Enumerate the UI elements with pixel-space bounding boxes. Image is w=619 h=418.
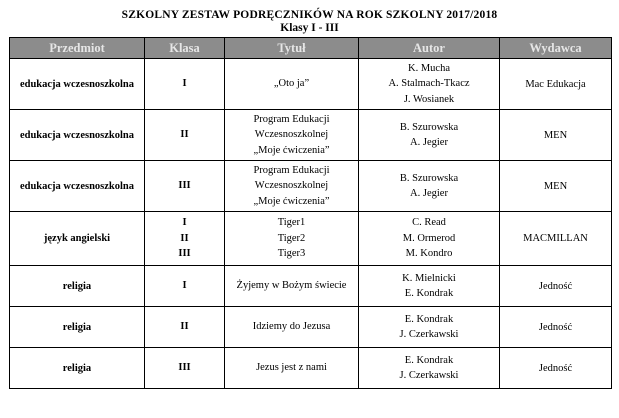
table-row xyxy=(10,266,612,307)
author-line: M. Ormerod xyxy=(402,232,456,244)
grade-line: II xyxy=(180,232,189,244)
grade-line: II xyxy=(180,129,189,141)
grade-cell xyxy=(145,59,225,110)
publisher-cell: Mac Edukacja xyxy=(500,59,612,110)
title-line: Program Edukacji xyxy=(253,113,330,125)
publisher-cell: MEN xyxy=(500,161,612,212)
title-line: Tiger1 xyxy=(277,217,306,229)
grade-cell xyxy=(145,161,225,212)
table-row xyxy=(10,110,612,161)
author-cell xyxy=(359,59,500,110)
table-header-row xyxy=(10,38,612,59)
author-line: A. Stalmach-Tkacz xyxy=(388,78,470,90)
title-cell xyxy=(225,110,359,161)
title-line: Tiger3 xyxy=(277,248,306,260)
grade-line: I xyxy=(182,217,187,229)
title-cell xyxy=(225,161,359,212)
column-header-author: Autor xyxy=(359,38,500,59)
title-line: Wczesnoszkolnej xyxy=(254,180,329,192)
author-line: E. Kondrak xyxy=(404,313,454,325)
subject-cell: religia xyxy=(10,307,145,348)
author-cell xyxy=(359,110,500,161)
grade-cell xyxy=(145,110,225,161)
title-line: „Oto ja” xyxy=(273,78,310,90)
column-header-subject: Przedmiot xyxy=(10,38,145,59)
textbook-table xyxy=(9,37,612,389)
title-line: Idziemy do Jezusa xyxy=(252,321,331,333)
author-line: C. Read xyxy=(412,217,446,229)
author-cell xyxy=(359,266,500,307)
author-line: E. Kondrak xyxy=(404,354,454,366)
author-line: A. Jegier xyxy=(410,137,448,148)
author-line: M. Kondro xyxy=(405,248,453,260)
author-line: B. Szurowska xyxy=(399,172,459,184)
grade-line: I xyxy=(182,78,187,90)
subject-cell: edukacja wczesnoszkolna xyxy=(10,59,145,110)
grade-cell xyxy=(145,307,225,348)
author-line: E. Kondrak xyxy=(404,288,454,299)
title-line: Jezus jest z nami xyxy=(256,362,327,374)
column-header-publisher: Wydawca xyxy=(500,38,612,59)
title-cell xyxy=(225,266,359,307)
title-line: „Moje ćwiczenia” xyxy=(253,144,330,156)
author-cell xyxy=(359,307,500,348)
author-line: K. Mielnicki xyxy=(402,272,456,284)
document-subtitle: Klasy I - III xyxy=(280,22,339,34)
author-line: K. Mucha xyxy=(408,62,450,74)
subject-cell: edukacja wczesnoszkolna xyxy=(10,110,145,161)
grade-cell xyxy=(145,348,225,389)
grade-cell xyxy=(145,212,225,266)
author-cell xyxy=(359,161,500,212)
author-line: J. Czerkawski xyxy=(399,370,459,381)
grade-line: I xyxy=(182,280,187,292)
table-row xyxy=(10,212,612,266)
grade-line: III xyxy=(178,180,191,192)
author-cell xyxy=(359,348,500,389)
subject-cell: religia xyxy=(10,348,145,389)
publisher-cell: Jedność xyxy=(500,266,612,307)
title-line: Tiger2 xyxy=(277,232,306,244)
author-line: J. Czerkawski xyxy=(399,329,459,340)
column-header-title: Tytuł xyxy=(225,38,359,59)
publisher-cell: MACMILLAN xyxy=(500,212,612,266)
title-line: Żyjemy w Bożym świecie xyxy=(236,280,347,292)
grade-line: III xyxy=(178,362,191,374)
table-row xyxy=(10,307,612,348)
title-cell xyxy=(225,59,359,110)
table-row xyxy=(10,348,612,389)
subject-cell: język angielski xyxy=(10,212,145,266)
table-row xyxy=(10,161,612,212)
title-cell xyxy=(225,348,359,389)
title-line: Program Edukacji xyxy=(253,164,330,176)
column-header-grade: Klasa xyxy=(145,38,225,59)
author-cell xyxy=(359,212,500,266)
title-line: „Moje ćwiczenia” xyxy=(253,195,330,207)
author-line: A. Jegier xyxy=(410,188,448,199)
title-cell xyxy=(225,307,359,348)
title-cell xyxy=(225,212,359,266)
publisher-cell: Jedność xyxy=(500,307,612,348)
title-line: Wczesnoszkolnej xyxy=(254,129,329,141)
publisher-cell: MEN xyxy=(500,110,612,161)
grade-line: II xyxy=(180,321,189,333)
author-line: J. Wosianek xyxy=(403,93,455,105)
subject-cell: edukacja wczesnoszkolna xyxy=(10,161,145,212)
author-line: B. Szurowska xyxy=(399,121,459,133)
subject-cell: religia xyxy=(10,266,145,307)
table-row xyxy=(10,59,612,110)
grade-cell xyxy=(145,266,225,307)
publisher-cell: Jedność xyxy=(500,348,612,389)
document-title: SZKOLNY ZESTAW PODRĘCZNIKÓW NA ROK SZKOLNY 2017/2018 xyxy=(121,9,498,21)
grade-line: III xyxy=(178,248,191,260)
